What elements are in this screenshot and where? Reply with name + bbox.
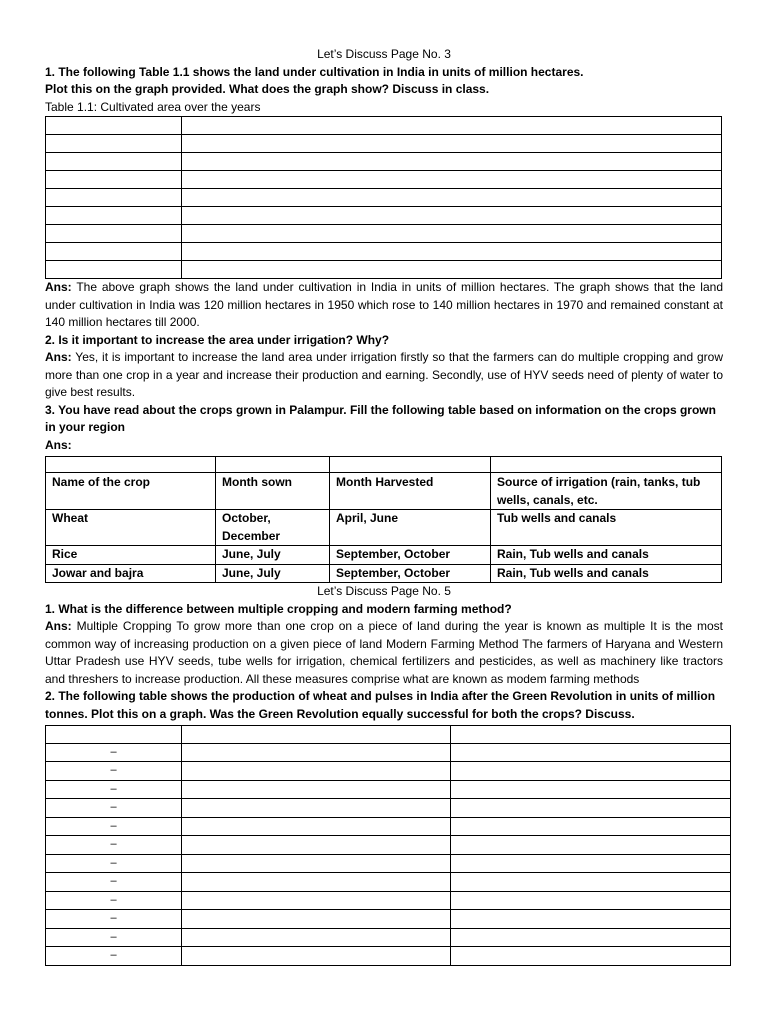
pulses-cell (451, 854, 731, 873)
year-cell: – (46, 891, 182, 910)
year-cell: – (46, 780, 182, 799)
year-cell: – (46, 817, 182, 836)
table-1-1-caption: Table 1.1: Cultivated area over the years (45, 99, 261, 114)
crop-harvested: September, October (330, 546, 491, 565)
cultivated-area-table (45, 116, 722, 279)
crops-header-sown: Month sown (216, 473, 330, 510)
answer-1 (45, 279, 723, 332)
year-cell: – (46, 762, 182, 781)
answer-2-text: Yes, it is important to increase the land area under irrigation firstly so that the farmers can do multiple cropping and grow more than one crop in a year and increase their production and earning. Secondly, use of HYV seeds need of plenty of water to give best results. (45, 350, 723, 399)
section2-question-2: 2. The following table shows the production of wheat and pulses in India after the Green Revolution in units of million tonnes. Plot this on a graph. Was the Green Revolution equally successful for both the crops? Discuss. (45, 689, 716, 721)
wheat-cell (182, 854, 451, 873)
pulses-cell (451, 817, 731, 836)
production-table (45, 725, 731, 966)
answer-3-label: Ans: (45, 437, 72, 452)
area-cell (182, 117, 722, 135)
table-row (46, 799, 731, 818)
year-cell: – (46, 928, 182, 947)
wheat-cell (182, 762, 451, 781)
section2-answer-1 (45, 618, 723, 688)
answer-1-text: The above graph shows the land under cultivation in India in units of million hectares. The graph shows that the land under cultivation in India was 120 million hectares in 1950 which rose to 140 million hectares in 1970 and remained constant at 140 million hectares till 2000. (45, 280, 723, 329)
year-cell (46, 243, 182, 261)
year-cell (46, 261, 182, 279)
area-cell (182, 261, 722, 279)
answer-2 (45, 349, 723, 402)
worksheet-page (45, 46, 723, 966)
table-row (46, 510, 722, 546)
answer-label: Ans: (45, 350, 72, 364)
table-row (46, 910, 731, 929)
pulses-cell (451, 910, 731, 929)
wheat-cell (182, 873, 451, 892)
crop-irrigation: Rain, Tub wells and canals (491, 546, 722, 565)
table-row (46, 457, 722, 473)
year-cell: – (46, 743, 182, 762)
answer-label: Ans: (45, 280, 72, 294)
section2-heading: Let’s Discuss Page No. 5 (317, 584, 451, 598)
year-cell: – (46, 799, 182, 818)
wheat-cell (182, 799, 451, 818)
pulses-cell (451, 928, 731, 947)
crop-name: Rice (46, 546, 216, 565)
year-cell (46, 207, 182, 225)
year-cell: – (46, 854, 182, 873)
table-row (46, 207, 722, 225)
wheat-cell (182, 780, 451, 799)
table-row (46, 854, 731, 873)
crops-header-irrigation: Source of irrigation (rain, tanks, tub wells, canals, etc. (491, 473, 722, 510)
crop-sown: June, July (216, 546, 330, 565)
year-cell: – (46, 873, 182, 892)
table-row (46, 947, 731, 966)
crop-irrigation: Rain, Tub wells and canals (491, 564, 722, 583)
pulses-cell (451, 762, 731, 781)
table-row (46, 762, 731, 781)
pulses-cell (451, 726, 731, 744)
pulses-cell (451, 780, 731, 799)
table-row (46, 261, 722, 279)
table-row (46, 243, 722, 261)
area-cell (182, 153, 722, 171)
year-cell (46, 117, 182, 135)
pulses-cell (451, 743, 731, 762)
year-cell (46, 153, 182, 171)
pulses-cell (451, 947, 731, 966)
crops-table (45, 456, 722, 583)
pulses-cell (451, 873, 731, 892)
crop-sown: October, December (216, 510, 330, 546)
question-1-line2: Plot this on the graph provided. What does the graph show? Discuss in class. (45, 82, 490, 96)
area-cell (182, 171, 722, 189)
table-row (46, 873, 731, 892)
question-3: 3. You have read about the crops grown in Palampur. Fill the following table based on information on the crops grown in your region (45, 402, 716, 434)
table-row (46, 117, 722, 135)
table-row (46, 171, 722, 189)
crop-name: Jowar and bajra (46, 564, 216, 583)
pulses-cell (451, 836, 731, 855)
year-cell: – (46, 947, 182, 966)
crops-header-harvested: Month Harvested (330, 473, 491, 510)
answer-label: Ans: (45, 619, 72, 633)
year-cell (46, 189, 182, 207)
table-row (46, 726, 731, 744)
table-row (46, 564, 722, 583)
wheat-cell (182, 743, 451, 762)
question-2: 2. Is it important to increase the area under irrigation? Why? (45, 332, 390, 347)
table-row (46, 225, 722, 243)
question-1-line1: 1. The following Table 1.1 shows the land under cultivation in India in units of million hectares. (45, 64, 584, 79)
crop-harvested: April, June (330, 510, 491, 546)
area-cell (182, 135, 722, 153)
table-row (46, 546, 722, 565)
table-row (46, 743, 731, 762)
wheat-cell (182, 726, 451, 744)
table-row (46, 836, 731, 855)
crops-table-header-row (46, 473, 722, 510)
area-cell (182, 225, 722, 243)
table-row (46, 928, 731, 947)
table-row (46, 153, 722, 171)
year-cell (46, 225, 182, 243)
year-cell: – (46, 910, 182, 929)
wheat-cell (182, 817, 451, 836)
wheat-cell (182, 836, 451, 855)
pulses-cell (451, 891, 731, 910)
area-cell (182, 207, 722, 225)
crop-harvested: September, October (330, 564, 491, 583)
table-row (46, 189, 722, 207)
area-cell (182, 189, 722, 207)
crop-sown: June, July (216, 564, 330, 583)
wheat-cell (182, 891, 451, 910)
wheat-cell (182, 910, 451, 929)
table-row (46, 780, 731, 799)
pulses-cell (451, 799, 731, 818)
table-row (46, 891, 731, 910)
year-cell (46, 726, 182, 744)
year-cell: – (46, 836, 182, 855)
area-cell (182, 243, 722, 261)
year-cell (46, 171, 182, 189)
section2-question-1: 1. What is the difference between multiple cropping and modern farming method? (45, 601, 512, 616)
year-cell (46, 135, 182, 153)
crops-header-name: Name of the crop (46, 473, 216, 510)
wheat-cell (182, 947, 451, 966)
crop-name: Wheat (46, 510, 216, 546)
section2-answer-1-text: Multiple Cropping To grow more than one crop on a piece of land during the year is known as multiple It is the most common way of increasing production on a given piece of land Modern Farming Method The farmers of Haryana and Western Uttar Pradesh use HYV seeds, tube wells for irrigation, chemical fertilizers and pesticides, as well as machinery like tractors and threshers to increase production. All these measures comprise what are known as modem farming methods (45, 619, 723, 686)
wheat-cell (182, 928, 451, 947)
section1-heading: Let’s Discuss Page No. 3 (317, 47, 451, 61)
table-row (46, 135, 722, 153)
crop-irrigation: Tub wells and canals (491, 510, 722, 546)
table-row (46, 817, 731, 836)
